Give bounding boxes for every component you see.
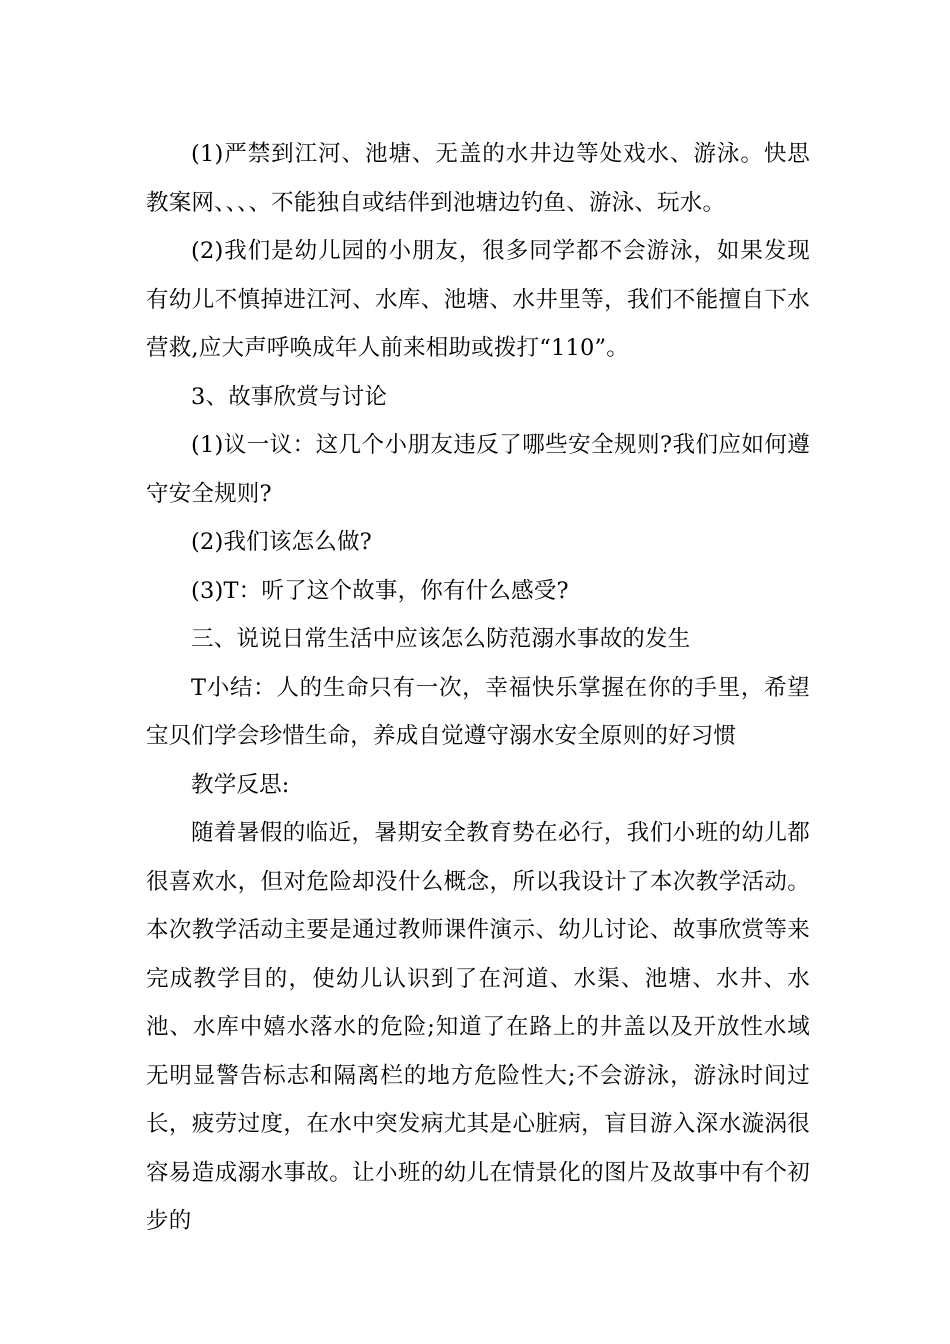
paragraph-summary: T小结：人的生命只有一次，幸福快乐掌握在你的手里，希望宝贝们学会珍惜生命，养成自觉遵守溺水安全原则的好习惯 — [146, 674, 810, 749]
paragraph-discuss-3: (3)T：听了这个故事，你有什么感受? — [191, 577, 569, 604]
paragraph-reflection: 随着暑假的临近，暑期安全教育势在必行，我们小班的幼儿都很喜欢水，但对危险却没什么概念，所以我设计了本次教学活动。本次教学活动主要是通过教师课件演示、幼儿讨论、故事欣赏等来完成教学目的，使幼儿认识到了在河道、水渠、池塘、水井、水池、水库中嬉水落水的危险;知道了在路上的井盖以及开放性水域无明显警告标志和隔离栏的地方危险性大;不会游泳，游泳时间过长，疲劳过度，在水中突发病尤其是心脏病，盲目游入深水漩涡很容易造成溺水事故。让小班的幼儿在情景化的图片及故事中有个初步的 — [146, 820, 810, 1234]
section-heading-reflection: 教学反思: — [191, 771, 290, 798]
paragraph-rule-1: (1)严禁到江河、池塘、无盖的水井边等处戏水、游泳。快思教案网、、、、不能独自或结伴到池塘边钓鱼、游泳、玩水。 — [146, 141, 810, 216]
section-heading-prevention: 三、说说日常生活中应该怎么防范溺水事故的发生 — [191, 626, 691, 652]
section-heading-story: 3、故事欣赏与讨论 — [191, 383, 388, 410]
document-body — [146, 130, 810, 1246]
paragraph-rule-2: (2)我们是幼儿园的小朋友，很多同学都不会游泳，如果发现有幼儿不慎掉进江河、水库、池塘、水井里等，我们不能擅自下水营救,应大声呼唤成年人前来相助或拨打“110”。 — [146, 238, 810, 361]
paragraph-discuss-1: (1)议一议：这几个小朋友违反了哪些安全规则?我们应如何遵守安全规则? — [146, 432, 810, 507]
paragraph-discuss-2: (2)我们该怎么做? — [191, 529, 372, 555]
